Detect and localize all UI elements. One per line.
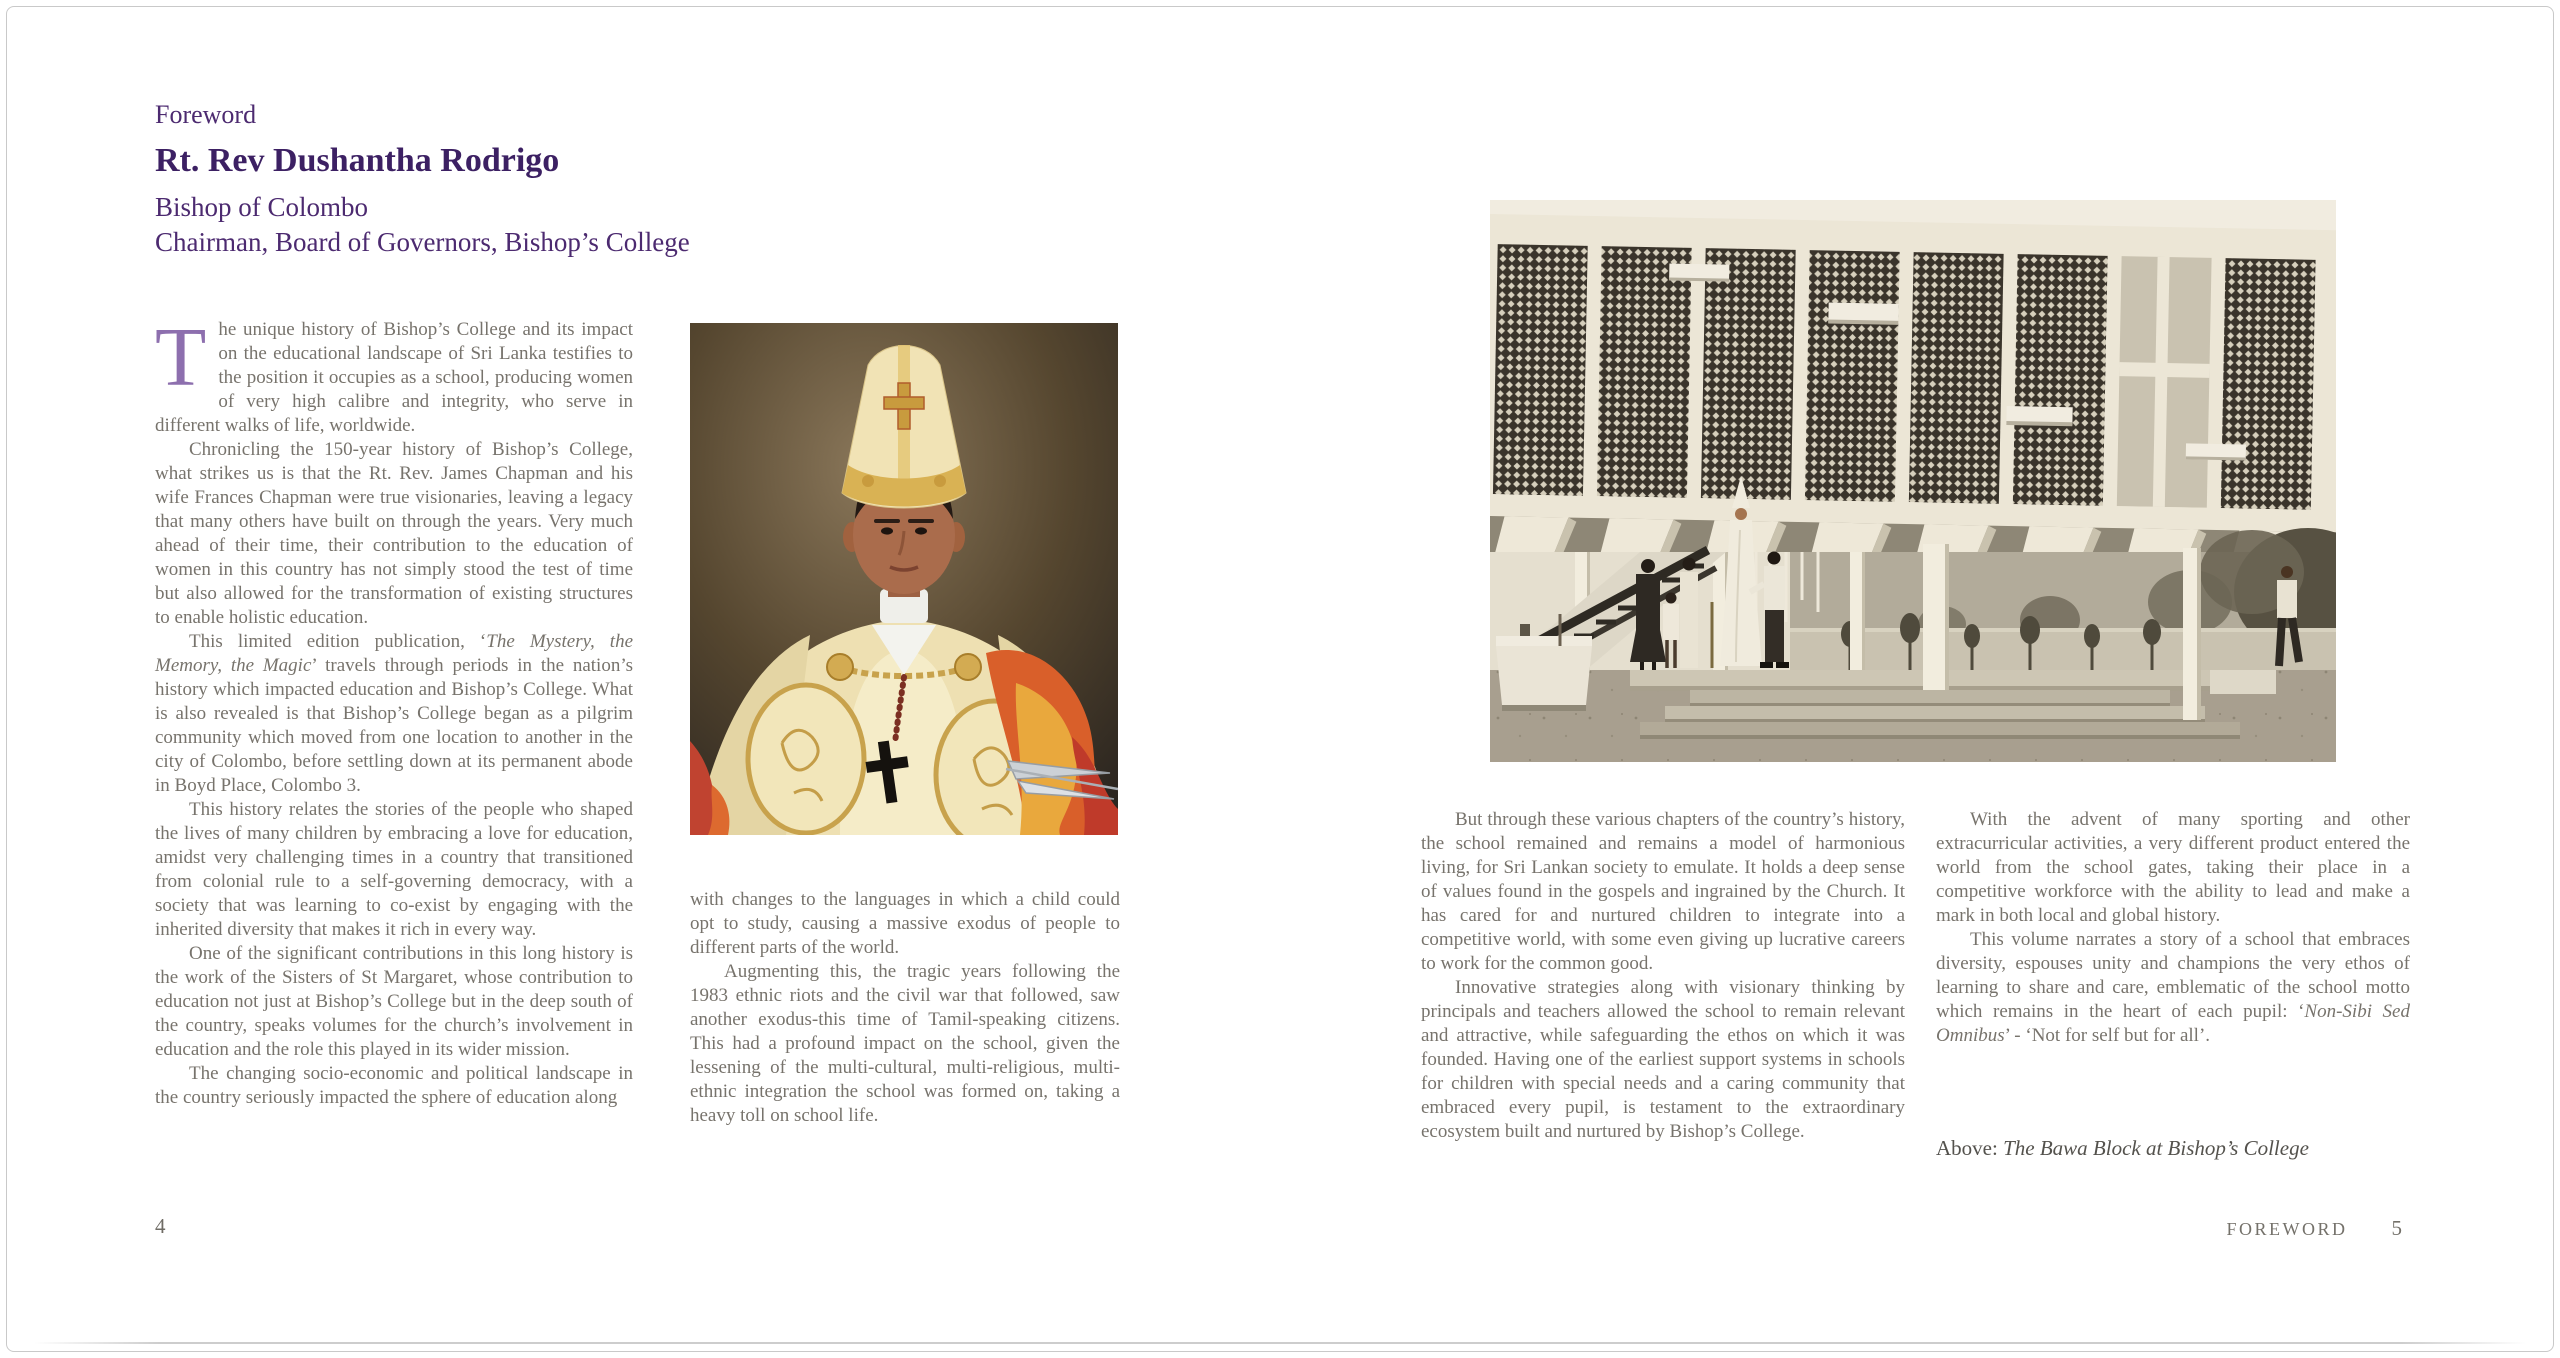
page-number-left: 4: [155, 1214, 166, 1238]
photo-caption: [1936, 1136, 2309, 1161]
section-kicker: Foreword: [155, 100, 257, 129]
body-paragraph: with changes to the languages in which a child could opt to study, causing a massive exodus of people to different parts of the world.: [690, 889, 1120, 958]
bishop-portrait-photo: [690, 323, 1118, 835]
body-paragraph: One of the significant contributions in this long history is the work of the Sisters of St Margaret, whose contribution to education not just at Bishop’s College but in the deep south of the country, speaks volumes for the church’s involvement in education and the role this played in its wider mission.: [155, 943, 633, 1060]
body-paragraph: With the advent of many sporting and other extracurricular activities, a very different product entered the world from the school gates, taking their place in a competitive workforce with the ability to lead and make a mark in both local and global history.: [1936, 809, 2410, 926]
author-role-2: Chairman, Board of Governors, Bishop’s College: [155, 227, 690, 257]
body-paragraph: The changing socio-economic and political landscape in the country seriously impacted the sphere of education along: [155, 1063, 633, 1108]
body-paragraph: But through these various chapters of the country’s history, the school remained and remains a model of harmonious living, for Sri Lankan society to emulate. It holds a deep sense of values found in the gospels and ingrained by the Church. It has cared for and nurtured children to integrate into a competitive world, with some even giving up lucrative careers to work for the common good.: [1421, 809, 1905, 974]
body-paragraph: he unique history of Bishop’s College and its impact on the educational landscape of Sri Lanka testifies to the position it occupies as a school, producing women of very high calibre and integrity, who serve in different walks of life, worldwide.: [155, 319, 633, 436]
author-name: Rt. Rev Dushantha Rodrigo: [155, 142, 560, 179]
caption-title: The Bawa Block at Bishop’s College: [2003, 1136, 2309, 1160]
author-role-1: Bishop of Colombo: [155, 192, 369, 222]
body-paragraph: This volume narrates a story of a school that embraces diversity, espouses unity and champions the very ethos of learning to share and care, emblematic of the school motto which remains in the heart of each pupil: ‘Non-Sibi Sed Omnibus’ - ‘Not for self but for all’.: [1936, 929, 2410, 1046]
page-number-right: 5: [2391, 1216, 2402, 1240]
book-bottom-edge: [34, 1342, 2526, 1344]
body-paragraph: This history relates the stories of the people who shaped the lives of many children by embracing a love for education, amidst very challenging times in a country that transitioned from colonial rule to a self-governing democracy, with a society that was learning to co-exist by engaging with the inherited diversity that makes it rich in every way.: [155, 799, 633, 940]
drop-cap: T: [155, 311, 207, 404]
body-paragraph: Innovative strategies along with visionary thinking by principals and teachers allowed the school to remain relevant and attractive, while safeguarding the ethos on which it was founded. Having one of the earliest support systems in schools for children with special needs and a caring community that embraced every pupil, is testament to the extraordinary ecosystem built and nurtured by Bishop’s College.: [1421, 977, 1905, 1142]
caption-prefix: Above:: [1936, 1136, 2004, 1160]
body-paragraph: Augmenting this, the tragic years following the 1983 ethnic riots and the civil war that followed, saw another exodus-this time of Tamil-speaking citizens. This had a profound impact on the school, given the lessening of the multi-cultural, multi-religious, multi-ethnic integration the school was formed on, taking a heavy toll on school life.: [690, 961, 1120, 1126]
lattice-facade: [1490, 214, 2336, 577]
body-paragraph: Chronicling the 150-year history of Bishop’s College, what strikes us is that the Rt. Rev. James Chapman and his wife Frances Chapman were true visionaries, leaving a legacy that many others have built on through the years. Very much ahead of their time, their contribution to the education of women in this country has not simply stood the test of time but also allowed for the transformation of existing structures to enable holistic education.: [155, 439, 633, 628]
body-paragraph: This limited edition publication, ‘The Mystery, the Memory, the Magic’ travels through periods in the nation’s history which impacted education and Bishop’s College. What is also revealed is that Bishop’s College began as a pilgrim community which moved from one location to another in the city of Colombo, before settling down at its permanent abode in Boyd Place, Colombo 3.: [155, 631, 634, 796]
left-page-column-1: [155, 311, 634, 1110]
right-page-column-2: [1936, 808, 2410, 1048]
running-head: FOREWORD: [2226, 1219, 2348, 1239]
right-page-footer: [2226, 1216, 2402, 1241]
left-page-column-2: [690, 888, 1120, 1128]
foreword-header: [155, 100, 915, 260]
bawa-block-photo: [1490, 200, 2336, 762]
right-page-column-1: [1421, 808, 1905, 1144]
